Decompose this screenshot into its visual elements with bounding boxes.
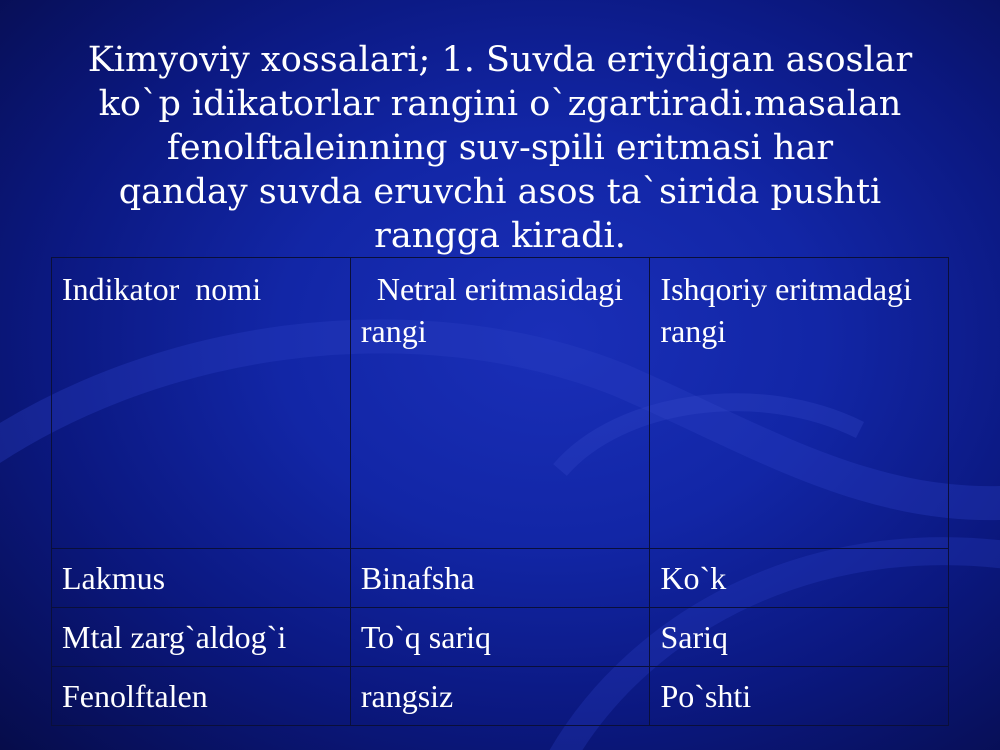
table-cell: Mtal zarg`aldog`i — [52, 608, 351, 667]
header-neutral-color: Netral eritmasidagi rangi — [350, 258, 650, 549]
table-row — [52, 667, 949, 726]
table-header-row — [52, 258, 949, 549]
header-alkaline-color: Ishqoriy eritmadagi rangi — [650, 258, 949, 549]
table-cell: Sariq — [650, 608, 949, 667]
header-indicator-name: Indikator nomi — [52, 258, 351, 549]
table-cell: To`q sariq — [350, 608, 650, 667]
table-row — [52, 549, 949, 608]
title-line: ko`p idikatorlar rangini o`zgartiradi.masalan — [98, 84, 902, 124]
title-line: qanday suvda eruvchi asos ta`sirida pushti — [118, 172, 882, 212]
title-line: rangga kiradi. — [374, 216, 626, 256]
table-row — [52, 608, 949, 667]
indicator-table — [51, 257, 949, 726]
title-line: Kimyoviy xossalari; 1. Suvda eriydigan asoslar — [87, 40, 913, 80]
table-cell: Binafsha — [350, 549, 650, 608]
title-line: fenolftaleinning suv-spili eritmasi har — [166, 128, 834, 168]
table-cell: Po`shti — [650, 667, 949, 726]
table-cell: Ko`k — [650, 549, 949, 608]
table-cell: rangsiz — [350, 667, 650, 726]
slide-title — [40, 38, 960, 258]
table-cell: Fenolftalen — [52, 667, 351, 726]
table-cell: Lakmus — [52, 549, 351, 608]
